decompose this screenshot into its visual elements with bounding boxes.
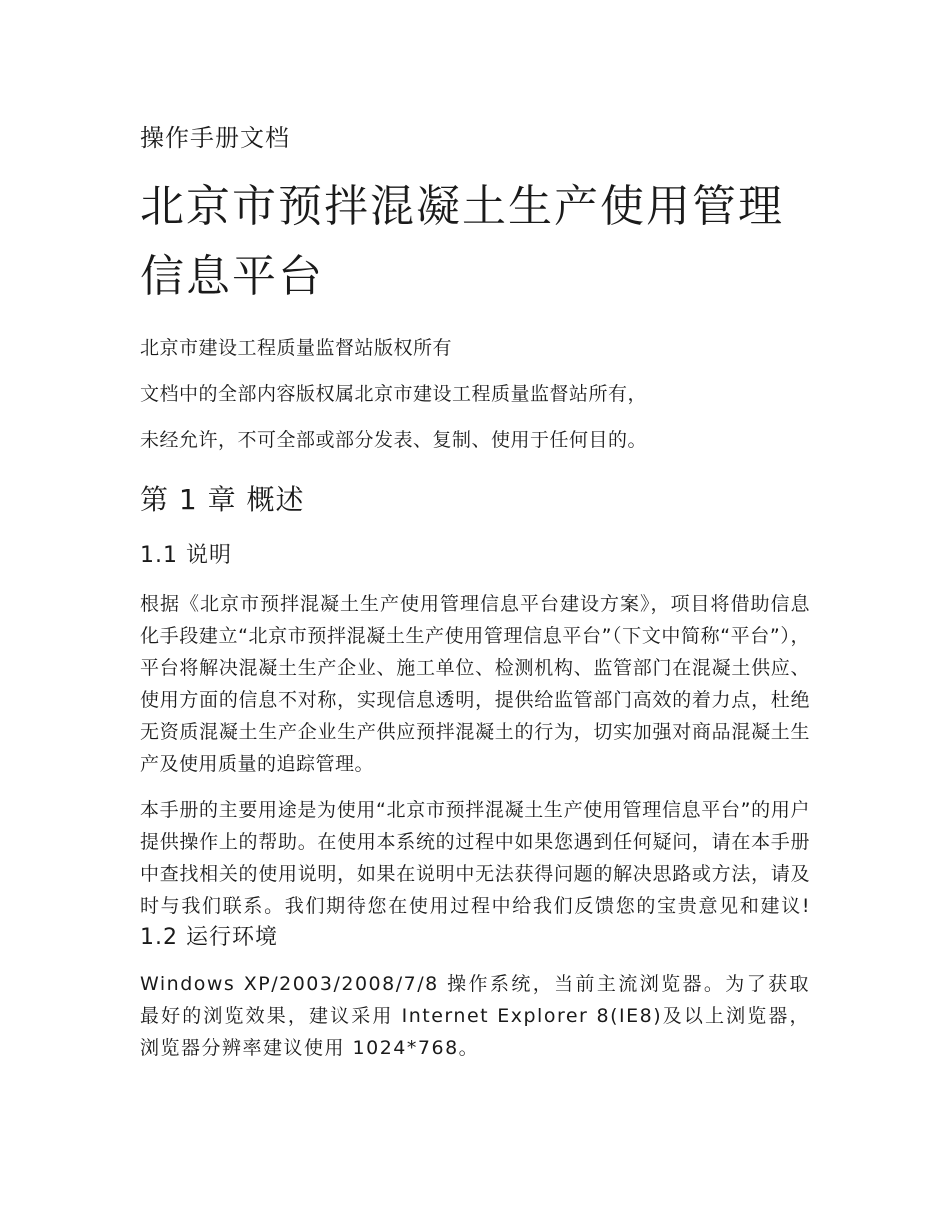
section-1-1-paragraph-2-text: 本手册的主要用途是为使用“北京市预拌混凝土生产使用管理信息平台”的用户提供操作上的帮助。在使用本系统的过程中如果您遇到任何疑问，请在本手册中查找相关的使用说明，如果在说明中无法获得问题的解决思路或方法，请及时与我们联系。我们期待您在使用过程中给我们反馈您的宝贵意见和建议! [140,799,810,917]
chapter-1-heading: 第 1 章 概述 [140,483,305,516]
section-1-1-heading: 1.1 说明 [140,543,232,568]
copyright-notice-1: 文档中的全部内容版权属北京市建设工程质量监督站所有， [140,383,648,405]
copyright-notice-2: 未经允许，不可全部或部分发表、复制、使用于任何目的。 [140,429,648,451]
document-type-label: 操作手册文档 [140,124,290,152]
document-title-line-2: 信息平台 [140,251,324,302]
copyright-owner: 北京市建设工程质量监督站版权所有 [140,337,453,359]
section-1-1-paragraph-1: 根据《北京市预拌混凝土生产使用管理信息平台建设方案》，项目将借助信息化手段建立“北京市预拌混凝土生产使用管理信息平台”（下文中简称“平台”），平台将解决混凝土生产企业、施工单位、检测机构、监管部门在混凝土供应、使用方面的信息不对称，实现信息透明，提供给监管部门高效的着力点，杜绝无资质混凝土生产企业生产供应预拌混凝土的行为，切实加强对商品混凝土生产及使用质量的追踪管理。 [140,593,810,775]
section-1-2-heading: 1.2 运行环境 [140,925,278,950]
section-1-2-paragraph-1: Windows XP/2003/2008/7/8 操作系统，当前主流浏览器。为了获取最好的浏览效果，建议采用 Internet Explorer 8(IE8)及以上浏览器，浏览器分辨率建议使用 1024*768。 [140,973,810,1059]
section-1-1-paragraph-2 [140,794,810,954]
document-title [140,172,810,312]
document-title-line-1: 北京市预拌混凝土生产使用管理 [140,181,784,232]
